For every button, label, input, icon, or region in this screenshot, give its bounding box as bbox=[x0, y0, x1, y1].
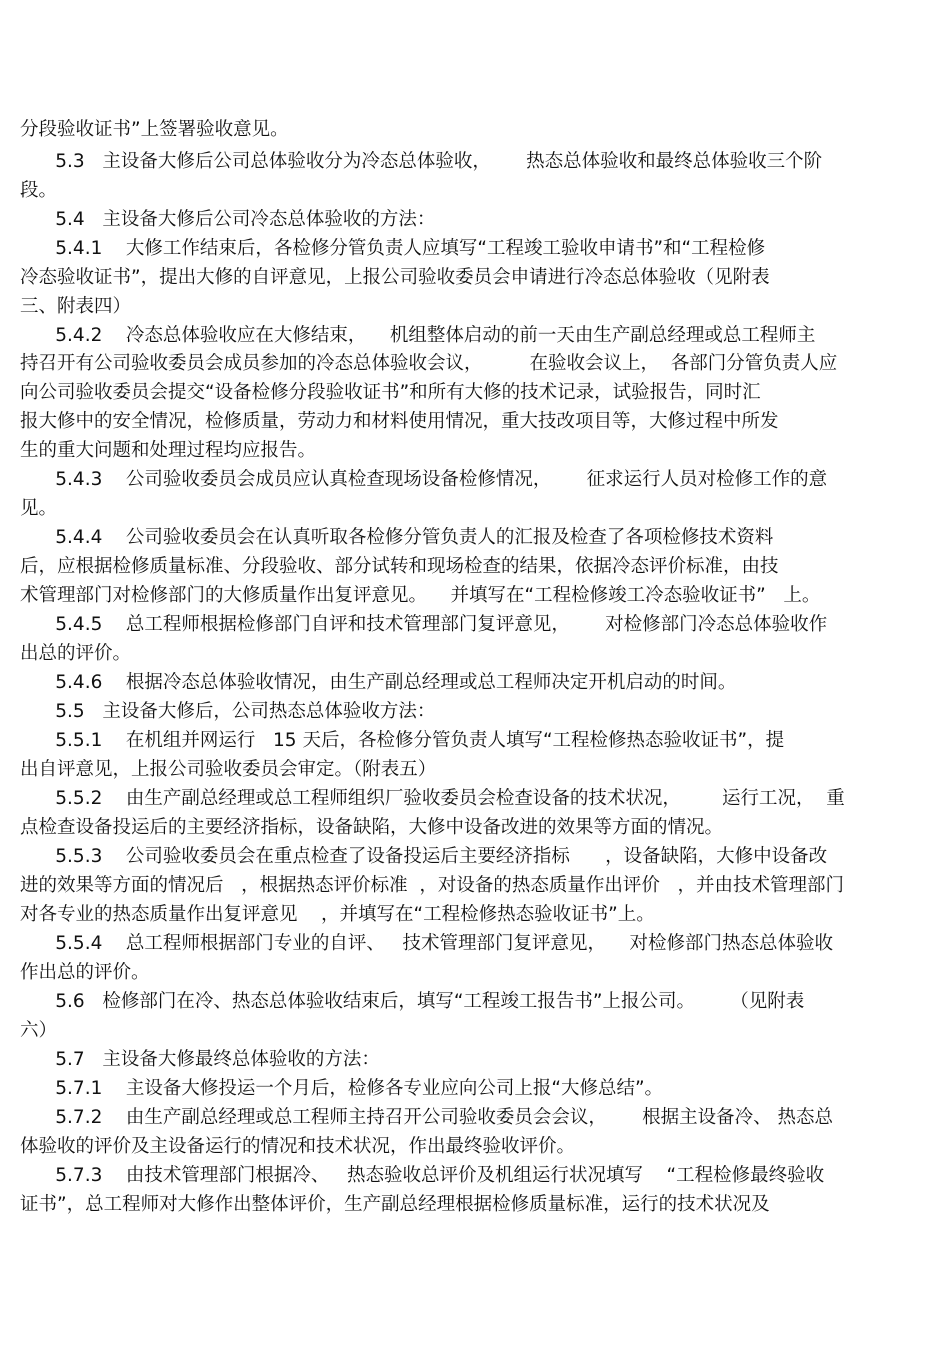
text-line: 5.7.3 由技术管理部门根据冷、 热态验收总评价及机组运行状况填写 “工程检修最终验收 bbox=[20, 1165, 825, 1186]
text-line: 持召开有公司验收委员会成员参加的冷态总体验收会议， 在验收会议上， 各部门分管负责人应 bbox=[20, 353, 838, 374]
text-line: 分段验收证书”上签署验收意见。 bbox=[20, 119, 289, 140]
text-line: 后，应根据检修质量标准、分段验收、部分试转和现场检查的结果，依据冷态评价标准，由技 bbox=[20, 556, 779, 577]
text-line: 六） bbox=[20, 1020, 58, 1041]
text-line: 5.5.1 在机组并网运行 15 天后，各检修分管负责人填写“工程检修热态验收证书”，提 bbox=[20, 730, 785, 751]
text-line: 5.4.4 公司验收委员会在认真听取各检修分管负责人的汇报及检查了各项检修技术资料 bbox=[20, 527, 774, 548]
text-line: 5.7.2 由生产副总经理或总工程师主持召开公司验收委员会会议， 根据主设备冷、 热态总 bbox=[20, 1107, 834, 1128]
text-line: 进的效果等方面的情况后 ，根据热态评价标准 ，对设备的热态质量作出评价 ，并由技术管理部门 bbox=[20, 875, 845, 896]
text-line: 5.4.5 总工程师根据检修部门自评和技术管理部门复评意见， 对检修部门冷态总体验收作 bbox=[20, 614, 828, 635]
text-line: 出自评意见，上报公司验收委员会审定。（附表五） bbox=[20, 759, 437, 780]
text-line: 见。 bbox=[20, 498, 58, 519]
text-line: 冷态验收证书”，提出大修的自评意见，上报公司验收委员会申请进行冷态总体验收（见附表 bbox=[20, 267, 770, 288]
text-line: 体验收的评价及主设备运行的情况和技术状况，作出最终验收评价。 bbox=[20, 1136, 576, 1157]
text-line: 5.6 检修部门在冷、热态总体验收结束后，填写“工程竣工报告书”上报公司。 （见附表 bbox=[20, 991, 805, 1012]
text-line: 术管理部门对检修部门的大修质量作出复评意见。 并填写在“工程检修竣工冷态验收证书” 上。 bbox=[20, 585, 821, 606]
text-line: 5.7.1 主设备大修投运一个月后，检修各专业应向公司上报“大修总结”。 bbox=[20, 1078, 664, 1099]
text-line: 向公司验收委员会提交“设备检修分段验收证书”和所有大修的技术记录，试验报告，同时汇 bbox=[20, 382, 761, 403]
text-line: 三、附表四） bbox=[20, 296, 132, 317]
text-line: 5.5.2 由生产副总经理或总工程师组织厂验收委员会检查设备的技术状况， 运行工况， 重 bbox=[20, 788, 845, 809]
text-line: 5.3 主设备大修后公司总体验收分为冷态总体验收， 热态总体验收和最终总体验收三个阶 bbox=[20, 151, 823, 172]
text-line: 生的重大问题和处理过程均应报告。 bbox=[20, 440, 317, 461]
text-line: 5.4.6 根据冷态总体验收情况，由生产副总经理或总工程师决定开机启动的时间。 bbox=[20, 672, 737, 693]
text-line: 5.5.4 总工程师根据部门专业的自评、 技术管理部门复评意见， 对检修部门热态总体验收 bbox=[20, 933, 834, 954]
text-line: 5.7 主设备大修最终总体验收的方法： bbox=[20, 1049, 380, 1070]
text-line: 报大修中的安全情况，检修质量，劳动力和材料使用情况，重大技改项目等，大修过程中所发 bbox=[20, 411, 779, 432]
text-line: 证书”，总工程师对大修作出整体评价，生产副总经理根据检修质量标准，运行的技术状况及 bbox=[20, 1194, 770, 1215]
text-line: 作出总的评价。 bbox=[20, 962, 150, 983]
text-line: 出总的评价。 bbox=[20, 643, 132, 664]
text-line: 5.4.1 大修工作结束后，各检修分管负责人应填写“工程竣工验收申请书”和“工程检修 bbox=[20, 238, 766, 259]
text-line: 对各专业的热态质量作出复评意见 ，并填写在“工程检修热态验收证书”上。 bbox=[20, 904, 655, 925]
text-line: 5.4.2 冷态总体验收应在大修结束， 机组整体启动的前一天由生产副总经理或总工程师主 bbox=[20, 325, 816, 346]
text-line: 5.5 主设备大修后，公司热态总体验收方法： bbox=[20, 701, 436, 722]
text-line: 点检查设备投运后的主要经济指标，设备缺陷，大修中设备改进的效果等方面的情况。 bbox=[20, 817, 724, 838]
text-line: 5.4 主设备大修后公司冷态总体验收的方法： bbox=[20, 209, 436, 230]
text-line: 段。 bbox=[20, 180, 58, 201]
text-line: 5.4.3 公司验收委员会成员应认真检查现场设备检修情况， 征求运行人员对检修工作的意 bbox=[20, 469, 828, 490]
text-line: 5.5.3 公司验收委员会在重点检查了设备投运后主要经济指标 ，设备缺陷，大修中设备改 bbox=[20, 846, 828, 867]
